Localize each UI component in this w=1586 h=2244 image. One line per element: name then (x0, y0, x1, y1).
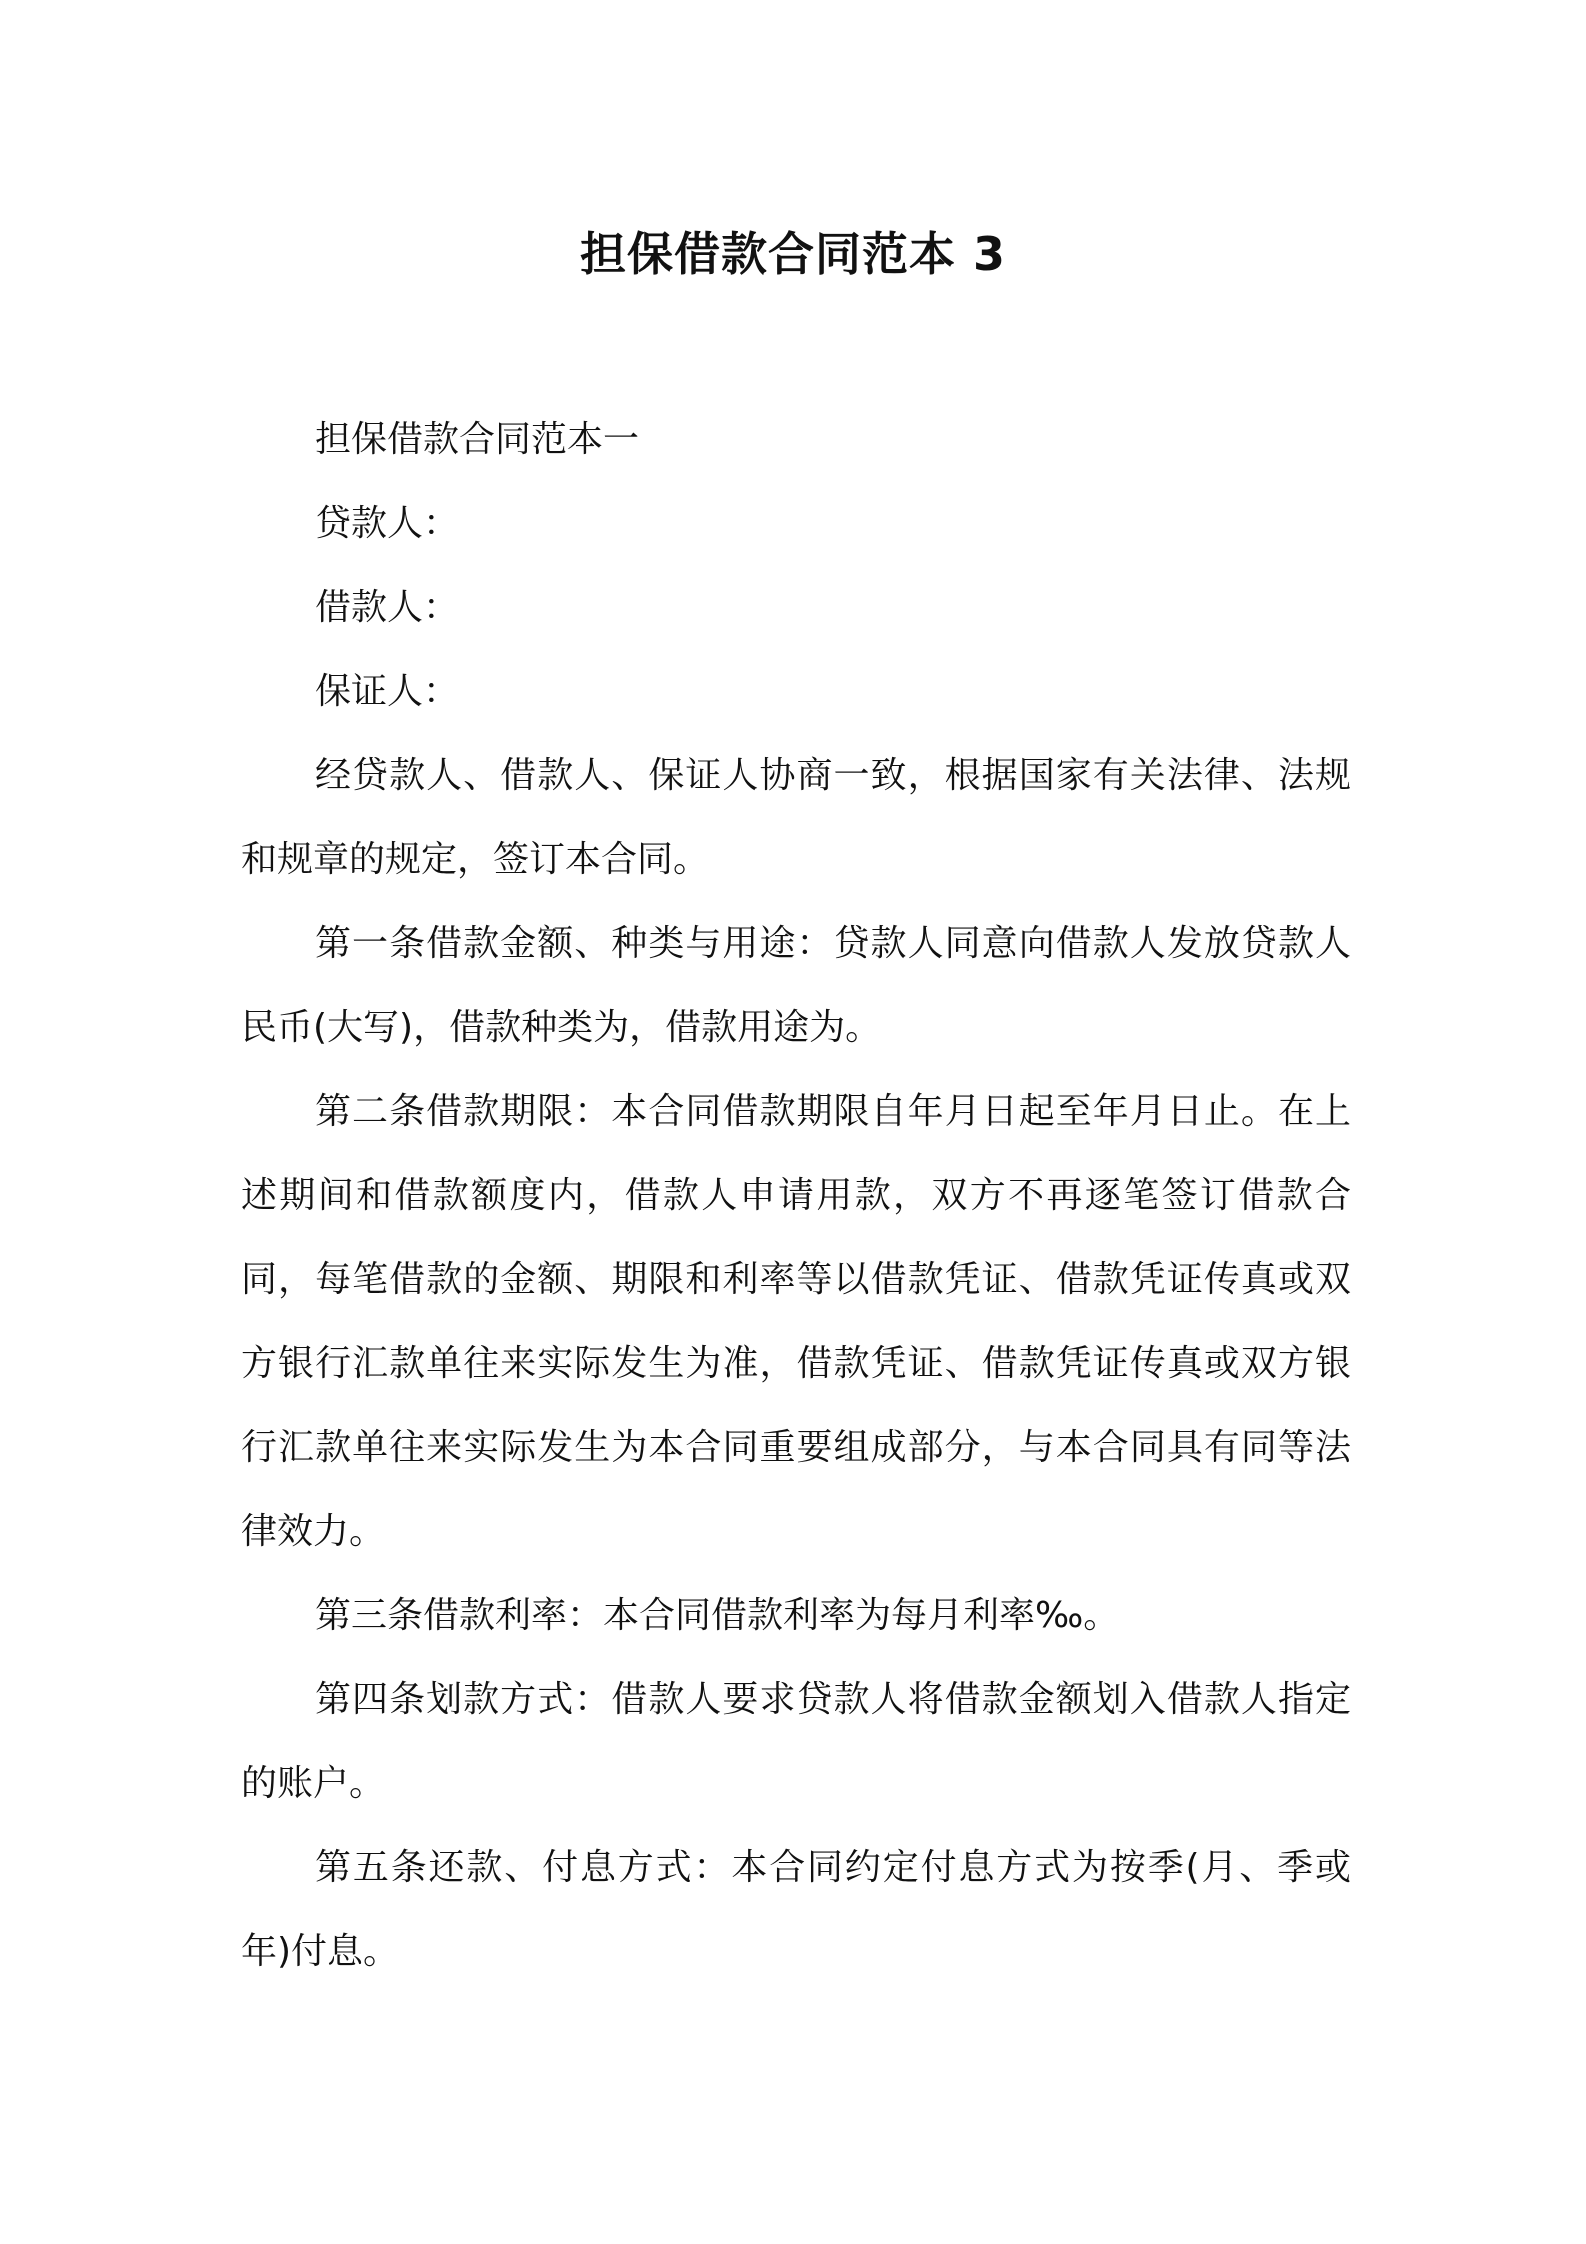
paragraph-article-4: 第四条划款方式：借款人要求贷款人将借款金额划入借款人指定的账户。 (241, 1679, 1351, 1804)
document-body (241, 398, 1351, 1994)
document-title: 担保借款合同范本 3 (579, 227, 1007, 281)
paragraph-lender: 贷款人： (315, 503, 460, 544)
paragraph-borrower: 借款人： (315, 587, 460, 628)
paragraph-article-3: 第三条借款利率：本合同借款利率为每月利率‰。 (315, 1595, 1120, 1636)
paragraph-article-2: 第二条借款期限：本合同借款期限自年月日起至年月日止。在上述期间和借款额度内，借款人申请用款，双方不再逐笔签订借款合同，每笔借款的金额、期限和利率等以借款凭证、借款凭证传真或双方银行汇款单往来实际发生为准，借款凭证、借款凭证传真或双方银行汇款单往来实际发生为本合同重要组成部分，与本合同具有同等法律效力。 (241, 1091, 1351, 1552)
paragraph-guarantor: 保证人： (315, 671, 460, 712)
paragraph-article-1: 第一条借款金额、种类与用途：贷款人同意向借款人发放贷款人民币(大写)，借款种类为，借款用途为。 (241, 923, 1351, 1048)
paragraph-article-5: 第五条还款、付息方式：本合同约定付息方式为按季(月、季或年)付息。 (241, 1847, 1351, 1972)
paragraph-contract-heading: 担保借款合同范本一 (315, 419, 640, 460)
paragraph-preamble: 经贷款人、借款人、保证人协商一致，根据国家有关法律、法规和规章的规定，签订本合同。 (241, 755, 1351, 880)
